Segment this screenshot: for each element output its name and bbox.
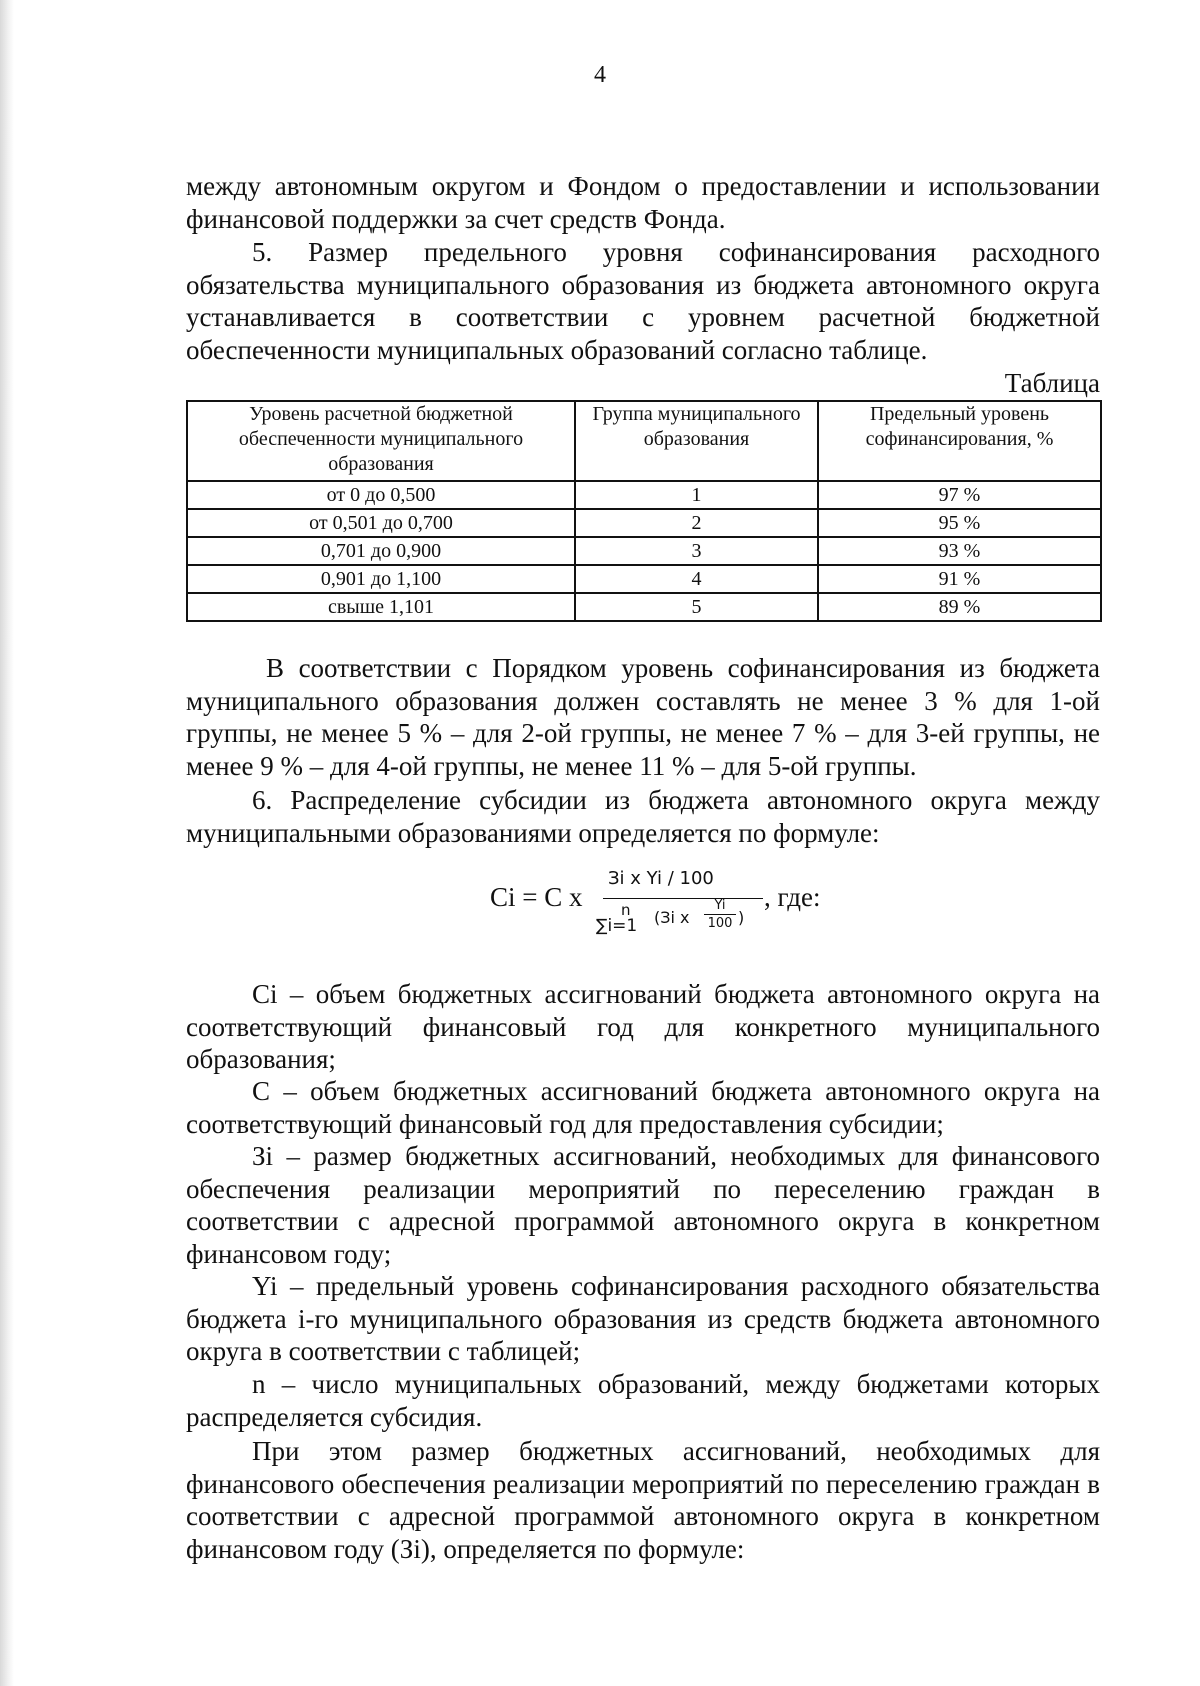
formula-inner-denominator: 100 xyxy=(707,916,733,931)
paragraph-order: В соответствии с Порядком уровень софинансирования из бюджета муниципального образования должен составлять не менее 3 % для 1-ой группы, не менее 5 % – для 2-ой группы, не менее 7 % – для 3-ей группы, не менее 9 % – для 4-ой группы, не менее 11 % – для 5-ой группы. xyxy=(186,653,1100,781)
table-header-row xyxy=(187,401,1101,481)
page-number: 4 xyxy=(594,62,606,88)
cell-percent: 89 % xyxy=(818,593,1101,621)
cell-level: свыше 1,101 xyxy=(187,593,575,621)
table-row xyxy=(187,509,1101,537)
formula-inner-numerator: Yi xyxy=(714,898,726,913)
formula-sum-upper: n xyxy=(621,901,631,919)
scan-edge xyxy=(0,0,14,1686)
table-row xyxy=(187,593,1101,621)
header-budget-level: Уровень расчетной бюджетной обеспеченности муниципального образования xyxy=(187,401,575,481)
cell-group: 2 xyxy=(575,509,818,537)
paragraph-final: При этом размер бюджетных ассигнований, необходимых для финансового обеспечения реализации мероприятий по переселению граждан в соответствии с адресной программой автономного округа в конкретном финансовом году (Зi), определяется по формуле: xyxy=(186,1436,1100,1564)
definition-c: C – объем бюджетных ассигнований бюджета автономного округа на соответствующий финансовый год для предоставления субсидии; xyxy=(186,1076,1100,1139)
cell-level: от 0,501 до 0,700 xyxy=(187,509,575,537)
formula-inner-line xyxy=(704,914,736,915)
formula-lhs: Ci = C x xyxy=(490,882,583,912)
cell-percent: 97 % xyxy=(818,481,1101,509)
header-cofinancing-limit: Предельный уровень софинансирования, % xyxy=(818,401,1101,481)
table-caption: Таблица xyxy=(1004,368,1100,398)
distribution-formula xyxy=(490,868,890,948)
cell-percent: 93 % xyxy=(818,537,1101,565)
cell-group: 3 xyxy=(575,537,818,565)
definition-ci: Ci – объем бюджетных ассигнований бюджета автономного округа на соответствующий финансовый год для конкретного муниципального образования; xyxy=(186,979,1100,1074)
cell-percent: 95 % xyxy=(818,509,1101,537)
formula-inner-left: (Зi x xyxy=(654,908,690,927)
table-row xyxy=(187,565,1101,593)
cell-level: от 0 до 0,500 xyxy=(187,481,575,509)
formula-fraction-line xyxy=(603,898,763,899)
header-group: Группа муниципального образования xyxy=(575,401,818,481)
formula-sum: ∑i=1 xyxy=(596,916,638,936)
table-row xyxy=(187,537,1101,565)
cell-group: 1 xyxy=(575,481,818,509)
formula-tail: , где: xyxy=(764,882,821,912)
formula-inner-right: ) xyxy=(738,908,745,927)
cell-group: 5 xyxy=(575,593,818,621)
table-row xyxy=(187,481,1101,509)
cell-percent: 91 % xyxy=(818,565,1101,593)
cell-group: 4 xyxy=(575,565,818,593)
formula-inner-fraction xyxy=(704,898,736,931)
cofinancing-table xyxy=(186,400,1102,622)
definition-zi: Зi – размер бюджетных ассигнований, необходимых для финансового обеспечения реализации мероприятий по переселению граждан в соответствии с адресной программой автономного округа в конкретном финансовом году; xyxy=(186,1141,1100,1269)
cell-level: 0,901 до 1,100 xyxy=(187,565,575,593)
definition-n: n – число муниципальных образований, между бюджетами которых распределяется субсидия. xyxy=(186,1369,1100,1432)
paragraph-6: 6. Распределение субсидии из бюджета автономного округа между муниципальными образованиями определяется по формуле: xyxy=(186,785,1100,848)
cell-level: 0,701 до 0,900 xyxy=(187,537,575,565)
formula-numerator: Зi x Yi / 100 xyxy=(608,868,714,889)
intro-paragraph: между автономным округом и Фондом о предоставлении и использовании финансовой поддержки за счет средств Фонда. xyxy=(186,171,1100,234)
paragraph-5: 5. Размер предельного уровня софинансирования расходного обязательства муниципального образования из бюджета автономного округа устанавливается в соответствии с уровнем расчетной бюджетной обеспеченности муниципальных образований согласно таблице. xyxy=(186,237,1100,365)
definition-yi: Yi – предельный уровень софинансирования расходного обязательства бюджета i-го муниципального образования из средств бюджета автономного округа в соответствии с таблицей; xyxy=(186,1271,1100,1366)
